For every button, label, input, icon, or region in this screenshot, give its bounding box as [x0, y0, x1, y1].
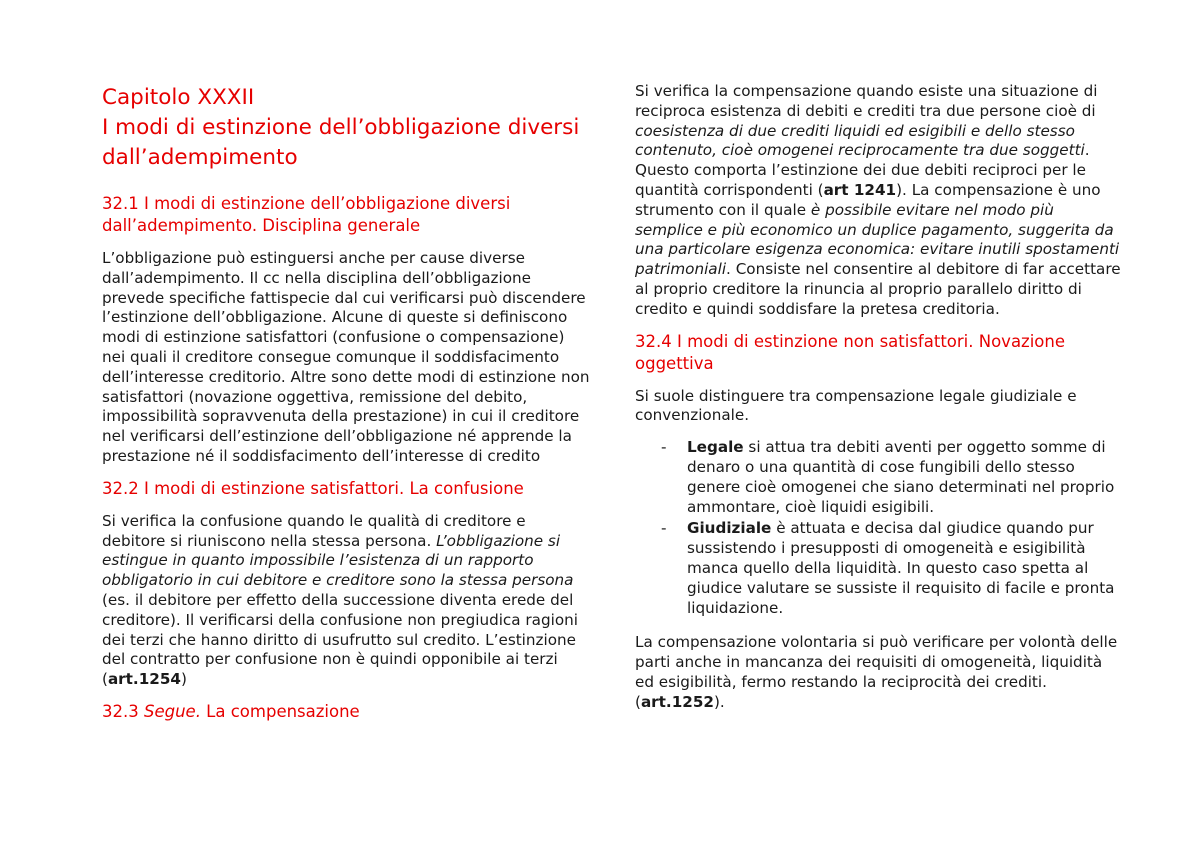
text-run: si attua tra debiti aventi per oggetto somme di denaro o una quantità di cose fungibili dello stesso genere cioè omogenei che siano determinati nel proprio ammontare, cioè liquidi esigibili. [687, 438, 1115, 516]
right-column [635, 82, 1123, 713]
section-32-2-title: 32.2 I modi di estinzione satisfattori. La confusione [102, 478, 524, 498]
compensation-paragraph [635, 82, 1123, 320]
chapter-number: Capitolo XXXII [102, 85, 255, 110]
section-32-1-title: 32.1 I modi di estinzione dell’obbligazione diversi dall’adempimento. Disciplina generale [102, 194, 511, 235]
text-run: (es. il debitore per effetto della successione diventa erede del creditore). Il verificarsi della confusione non pregiudica ragioni dei terzi che hanno diritto di usufrutto sul credito. L’estinzione del contratto per confusione non è quindi opponibile ai terzi ( [102, 590, 578, 689]
bullet-dash: - [661, 519, 667, 538]
article-ref: art.1254 [107, 670, 181, 689]
voluntary-compensation-paragraph [635, 633, 1123, 712]
list-item-legale [635, 438, 1123, 517]
text-run: La compensazione volontaria si può verificare per volontà delle parti anche in mancanza dei requisiti di omogeneità, liquidità ed esigibilità, fermo restando la reciprocità dei crediti. ( [635, 633, 1118, 711]
chapter-heading: I modi di estinzione dell’obbligazione diversi dall’adempimento [102, 115, 580, 170]
section-32-1-body: L’obbligazione può estinguersi anche per cause diverse dall’adempimento. Il cc nella disciplina dell’obbligazione prevede specifiche fattispecie dal cui verificarsi può discendere l’estinzione dell’obbligazione. Alcune di queste si definiscono modi di estinzione satisfattori (confusione o compensazione) nei quali il creditore consegue comunque il soddisfacimento dell’interesse creditorio. Altre sono dette modi di estinzione non satisfattori (novazione oggettiva, remissione del debito, impossibilità sopravvenuta della prestazione) in cui il creditore nel verificarsi dell’estinzione dell’obbligazione né apprende la prestazione né il soddisfacimento dell’interesse di credito [102, 249, 590, 465]
text-run: è attuata e decisa dal giudice quando pur sussistendo i presupposti di omogeneità e esigibilità manca quello della liquidità. In questo caso spetta al giudice valutare se sussiste il requisito di facile e pronta liquidazione. [687, 519, 1115, 617]
chapter-title [102, 83, 592, 173]
italic-run: coesistenza di due crediti liquidi ed esigibili e dello stesso contenuto, cioè omogenei reciprocamente tra due soggetti [635, 121, 1085, 160]
list-item-giudiziale [635, 519, 1123, 618]
section-number: 32.3 [102, 701, 144, 721]
italic-run: è possibile evitare nel modo più semplice e più economico un duplice pagamento, suggerita da una particolare esigenza economica: evitare inutili spostamenti patrimoniali [635, 200, 1120, 279]
article-ref: art 1241 [823, 180, 897, 199]
section-heading: La compensazione [200, 701, 360, 721]
text-run: . Questo comporta l’estinzione dei due debiti reciproci per le quantità corrispondenti ( [635, 141, 1090, 199]
section-32-3-title [102, 701, 592, 723]
distinction-paragraph: Si suole distinguere tra compensazione legale giudiziale e convenzionale. [635, 386, 1077, 425]
left-column [102, 82, 592, 723]
text-run: ). La compensazione è uno strumento con il quale [635, 180, 1101, 219]
text-run: . Consiste nel consentire al debitore di far accettare al proprio creditore la rinuncia al proprio parallelo diritto di credito e quindi soddisfare la pretesa creditoria. [635, 260, 1121, 318]
compensation-types-list [635, 438, 1123, 618]
italic-run: L’obbligazione si estingue in quanto impossibile l’esistenza di un rapporto obbligatorio in cui debitore e creditore sono la stessa persona [102, 531, 574, 590]
italic-run: Segue. [143, 701, 201, 721]
section-32-4-title: 32.4 I modi di estinzione non satisfattori. Novazione oggettiva [635, 331, 1066, 373]
text-run: Si verifica la compensazione quando esiste una situazione di reciproca esistenza di debiti e crediti tra due persone cioè di [635, 82, 1098, 120]
text-run: Si verifica la confusione quando le qualità di creditore e debitore si riuniscono nella stessa persona. [102, 511, 526, 550]
bullet-dash: - [661, 438, 667, 457]
section-32-2-body [102, 512, 592, 690]
text-run: ) [180, 670, 187, 689]
article-ref: art.1252 [640, 692, 714, 711]
text-run: ). [713, 692, 725, 711]
term-legale: Legale [687, 438, 744, 457]
term-giudiziale: Giudiziale [687, 519, 772, 538]
